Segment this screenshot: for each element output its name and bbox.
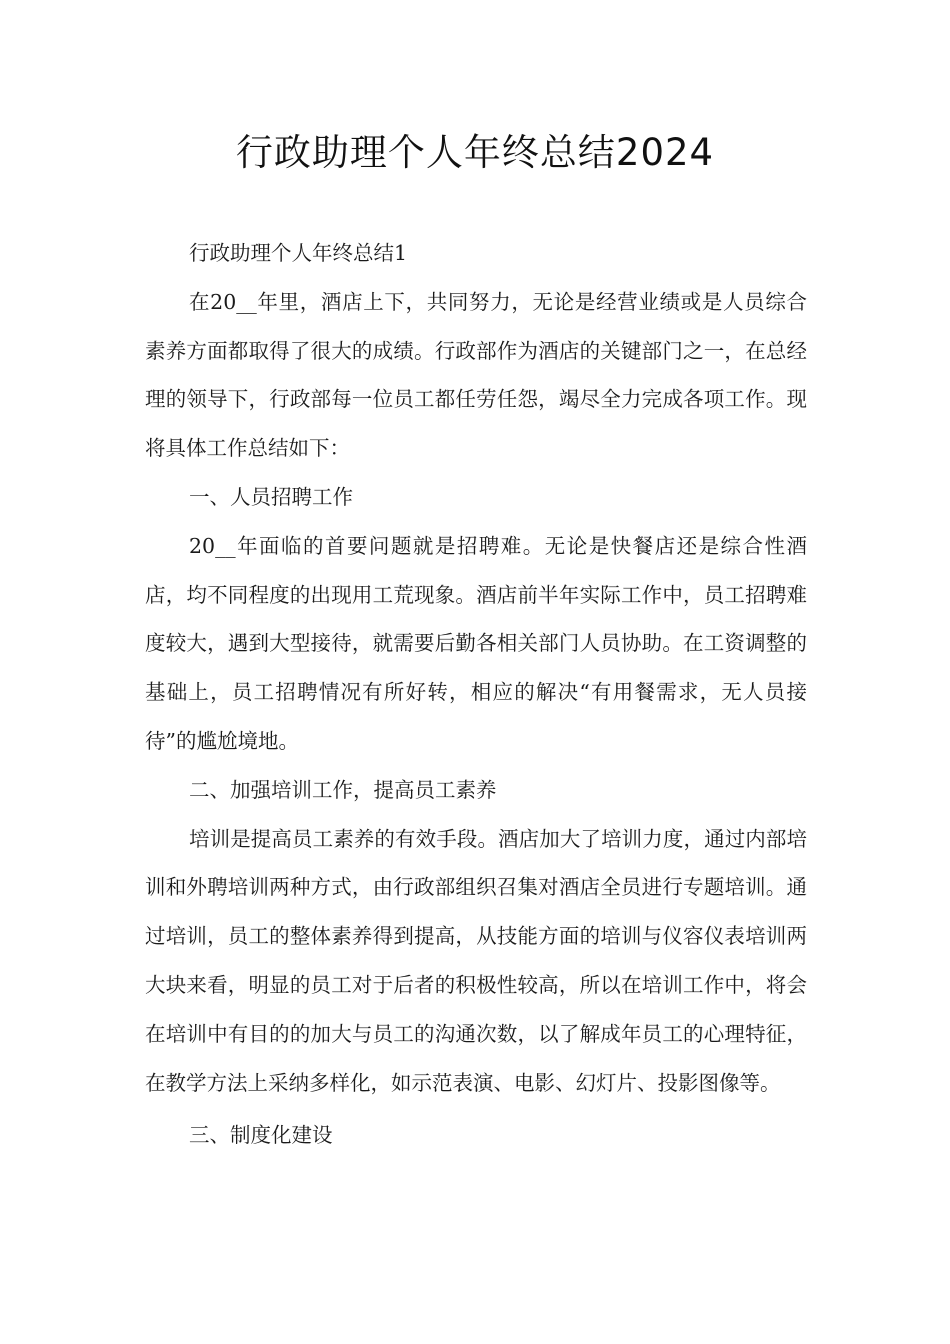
section-heading-recruitment: 一、人员招聘工作 (189, 484, 353, 509)
document-body (145, 229, 807, 1160)
document-title: 行政助理个人年终总结2024 (235, 131, 715, 174)
section-subtitle: 行政助理个人年终总结1 (189, 241, 408, 265)
section-heading-institution: 三、制度化建设 (189, 1123, 333, 1148)
section-heading-training: 二、加强培训工作，提高员工素养 (189, 777, 497, 802)
training-paragraph: 培训是提高员工素养的有效手段。酒店加大了培训力度，通过内部培训和外聘培训两种方式，由行政部组织召集对酒店全员进行专题培训。通过培训，员工的整体素养得到提高，从技能方面的培训与仪容仪表培训两大块来看，明显的员工对于后者的积极性较高，所以在培训工作中，将会在培训中有目的的加大与员工的沟通次数，以了解成年员工的心理特征，在教学方法上采纳多样化，如示范表演、电影、幻灯片、投影图像等。 (145, 826, 807, 1095)
recruitment-paragraph: 20__年面临的首要问题就是招聘难。无论是快餐店还是综合性酒店，均不同程度的出现用工荒现象。酒店前半年实际工作中，员工招聘难度较大，遇到大型接待，就需要后勤各相关部门人员协助。在工资调整的基础上，员工招聘情况有所好转，相应的解决“有用餐需求，无人员接待”的尴尬境地。 (145, 533, 807, 753)
intro-paragraph: 在20__年里，酒店上下，共同努力，无论是经营业绩或是人员综合素养方面都取得了很大的成绩。行政部作为酒店的关键部门之一，在总经理的领导下，行政部每一位员工都任劳任怨，竭尽全力完成各项工作。现将具体工作总结如下： (145, 289, 807, 461)
